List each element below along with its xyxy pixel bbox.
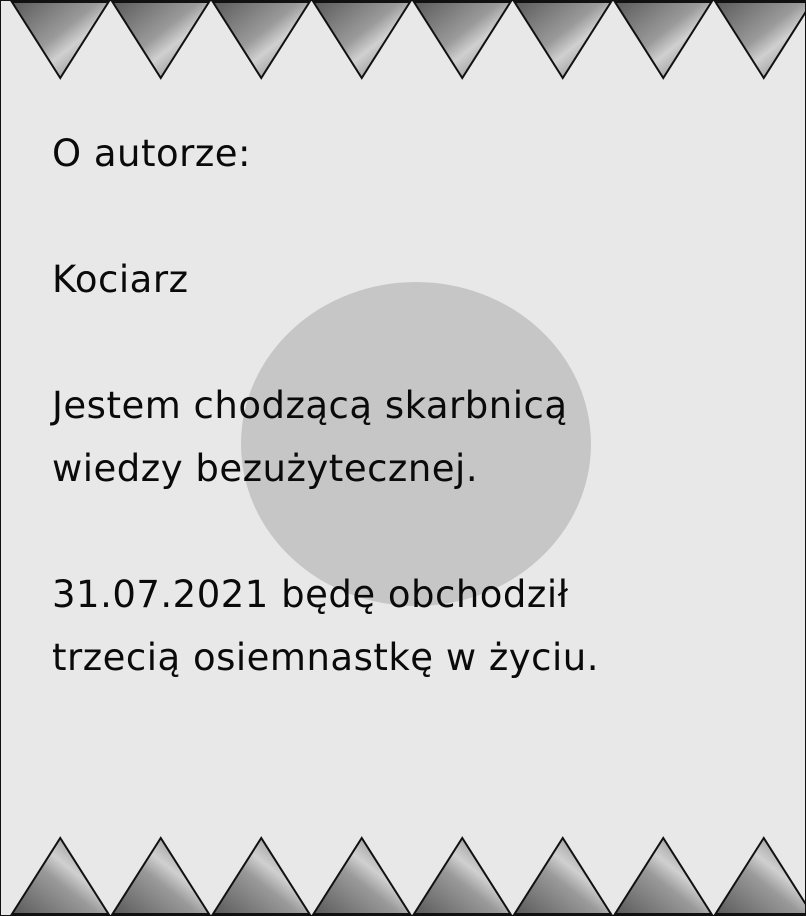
author-name: Kociarz	[52, 258, 189, 301]
heading: O autorze:	[52, 132, 252, 175]
birthday-line-2: trzecią osiemnastkę w życiu.	[52, 636, 599, 679]
birthday-line-1: 31.07.2021 będę obchodził	[52, 573, 569, 616]
bio-line-2: wiedzy bezużytecznej.	[52, 447, 479, 490]
bio-line-1: Jestem chodzącą skarbnicą	[52, 384, 568, 427]
